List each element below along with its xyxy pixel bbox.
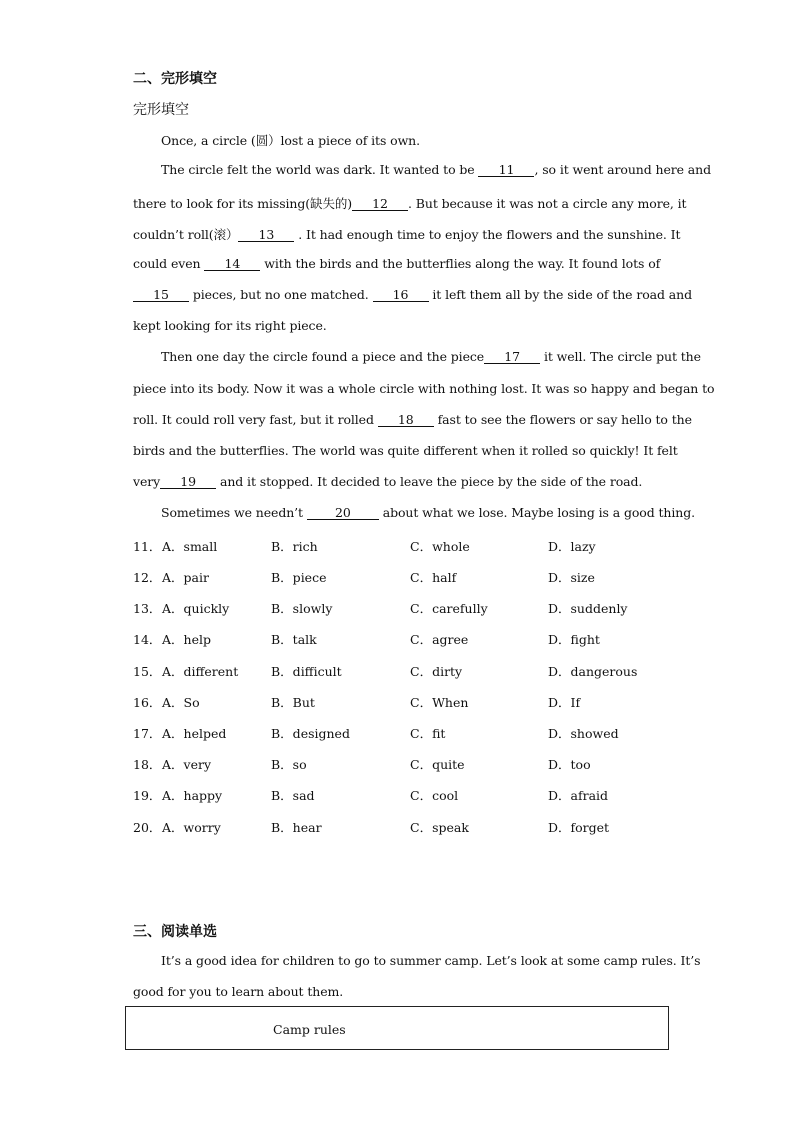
option-b[interactable]: B．sad — [271, 788, 315, 803]
option-d[interactable]: D．dangerous — [548, 664, 638, 679]
question-number: 15． — [133, 664, 162, 679]
blank-18: 18 — [378, 413, 434, 427]
option-b[interactable]: B．designed — [271, 726, 350, 741]
question-number: 20． — [133, 820, 162, 835]
option-a[interactable]: A．very — [162, 757, 212, 772]
option-row-20 — [133, 818, 693, 836]
passage-text: with the birds and the butterflies along the way. It found lots of — [260, 256, 661, 271]
option-b[interactable]: B．But — [271, 695, 315, 710]
passage-text: pieces, but no one matched. — [189, 287, 373, 302]
question-number: 16． — [133, 695, 162, 710]
passage-text: roll. It could roll very fast, but it rolled — [133, 412, 378, 427]
option-c[interactable]: C．carefully — [410, 601, 488, 616]
passage-line — [161, 162, 711, 177]
option-c[interactable]: C．When — [410, 695, 469, 710]
option-row-14 — [133, 630, 693, 648]
passage-text: fast to see the flowers or say hello to the — [433, 412, 692, 427]
passage-text: could even — [133, 256, 205, 271]
camp-rules-table — [125, 1006, 669, 1050]
option-c[interactable]: C．fit — [410, 726, 446, 741]
passage-line — [133, 287, 692, 302]
option-c[interactable]: C．half — [410, 570, 457, 585]
passage-text: . It had enough time to enjoy the flowers and the sunshine. It — [294, 227, 681, 242]
passage-line — [161, 349, 701, 364]
option-d[interactable]: D．afraid — [548, 788, 609, 803]
option-b[interactable]: B．piece — [271, 570, 327, 585]
blank-14: 14 — [204, 257, 260, 271]
option-a[interactable]: A．So — [162, 695, 200, 710]
option-b[interactable]: B．hear — [271, 820, 322, 835]
section-heading-cloze: 二、完形填空 — [133, 71, 217, 87]
question-number: 11． — [133, 539, 162, 554]
question-number: 14． — [133, 632, 162, 647]
passage-line — [133, 256, 660, 271]
passage-text: it well. The circle put the — [540, 349, 701, 364]
option-b[interactable]: B．difficult — [271, 664, 342, 679]
passage-line — [133, 412, 692, 427]
passage-line — [133, 225, 680, 243]
passage-text: and it stopped. It decided to leave the piece by the side of the road. — [216, 474, 643, 489]
passage-text: Sometimes we needn’t — [161, 505, 307, 520]
section-subheading-cloze: 完形填空 — [133, 102, 189, 118]
option-c[interactable]: C．dirty — [410, 664, 463, 679]
option-d[interactable]: D．forget — [548, 820, 610, 835]
option-a[interactable]: A．different — [162, 664, 239, 679]
passage-text: Then one day the circle found a piece and the piece — [161, 349, 485, 364]
passage-paragraph-1: Once, a circle (圆）lost a piece of its own. — [161, 133, 421, 148]
option-row-11 — [133, 537, 693, 555]
passage-text: about what we lose. Maybe losing is a good thing. — [378, 505, 695, 520]
option-b[interactable]: B．so — [271, 757, 307, 772]
option-c[interactable]: C．agree — [410, 632, 469, 647]
option-d[interactable]: D．showed — [548, 726, 619, 741]
section-heading-reading: 三、阅读单选 — [133, 924, 217, 940]
table-title: Camp rules — [273, 1022, 346, 1037]
option-a[interactable]: A．pair — [162, 570, 209, 585]
passage-line — [161, 505, 695, 520]
blank-12: 12 — [352, 197, 408, 211]
passage-text: there to look for its missing(缺失的) — [133, 196, 353, 211]
blank-20: 20 — [307, 506, 379, 520]
option-b[interactable]: B．slowly — [271, 601, 333, 616]
option-a[interactable]: A．small — [162, 539, 218, 554]
question-number: 13． — [133, 601, 162, 616]
reading-intro-line: It’s a good idea for children to go to summer camp. Let’s look at some camp rules. It’s — [161, 953, 701, 968]
option-row-18 — [133, 755, 693, 773]
passage-line: piece into its body. Now it was a whole circle with nothing lost. It was so happy and began to — [133, 381, 715, 396]
blank-15: 15 — [133, 288, 189, 302]
passage-text: , so it went around here and — [534, 162, 711, 177]
blank-13: 13 — [238, 228, 294, 242]
option-c[interactable]: C．speak — [410, 820, 469, 835]
passage-text: . But because it was not a circle any more, it — [408, 196, 687, 211]
option-row-15 — [133, 662, 693, 680]
blank-16: 16 — [373, 288, 429, 302]
option-a[interactable]: A．helped — [162, 726, 227, 741]
option-row-17 — [133, 724, 693, 742]
question-number: 12． — [133, 570, 162, 585]
option-c[interactable]: C．quite — [410, 757, 465, 772]
option-d[interactable]: D．fight — [548, 632, 600, 647]
passage-text: very — [133, 474, 161, 489]
passage-text: The circle felt the world was dark. It wanted to be — [161, 162, 479, 177]
option-a[interactable]: A．worry — [162, 820, 221, 835]
option-row-13 — [133, 599, 693, 617]
option-d[interactable]: D．suddenly — [548, 601, 628, 616]
option-c[interactable]: C．cool — [410, 788, 459, 803]
passage-text: it left them all by the side of the road and — [428, 287, 692, 302]
passage-line — [133, 474, 642, 489]
option-b[interactable]: B．talk — [271, 632, 317, 647]
blank-11: 11 — [478, 163, 534, 177]
passage-line: birds and the butterflies. The world was quite different when it rolled so quickly! It felt — [133, 443, 678, 458]
option-d[interactable]: D．lazy — [548, 539, 596, 554]
option-d[interactable]: D．size — [548, 570, 595, 585]
option-a[interactable]: A．quickly — [162, 601, 230, 616]
passage-text: couldn’t roll(滚） — [133, 227, 239, 242]
option-a[interactable]: A．happy — [162, 788, 223, 803]
option-row-12 — [133, 568, 693, 586]
option-row-16 — [133, 693, 693, 711]
option-c[interactable]: C．whole — [410, 539, 470, 554]
question-number: 18． — [133, 757, 162, 772]
blank-19: 19 — [160, 475, 216, 489]
question-number: 17． — [133, 726, 162, 741]
passage-line: kept looking for its right piece. — [133, 318, 327, 333]
option-a[interactable]: A．help — [162, 632, 211, 647]
question-number: 19． — [133, 788, 162, 803]
option-row-19 — [133, 786, 693, 804]
option-d[interactable]: D．too — [548, 757, 591, 772]
option-d[interactable]: D．If — [548, 695, 581, 710]
option-b[interactable]: B．rich — [271, 539, 318, 554]
blank-17: 17 — [484, 350, 540, 364]
reading-intro-line: good for you to learn about them. — [133, 984, 344, 999]
passage-line — [133, 194, 686, 212]
